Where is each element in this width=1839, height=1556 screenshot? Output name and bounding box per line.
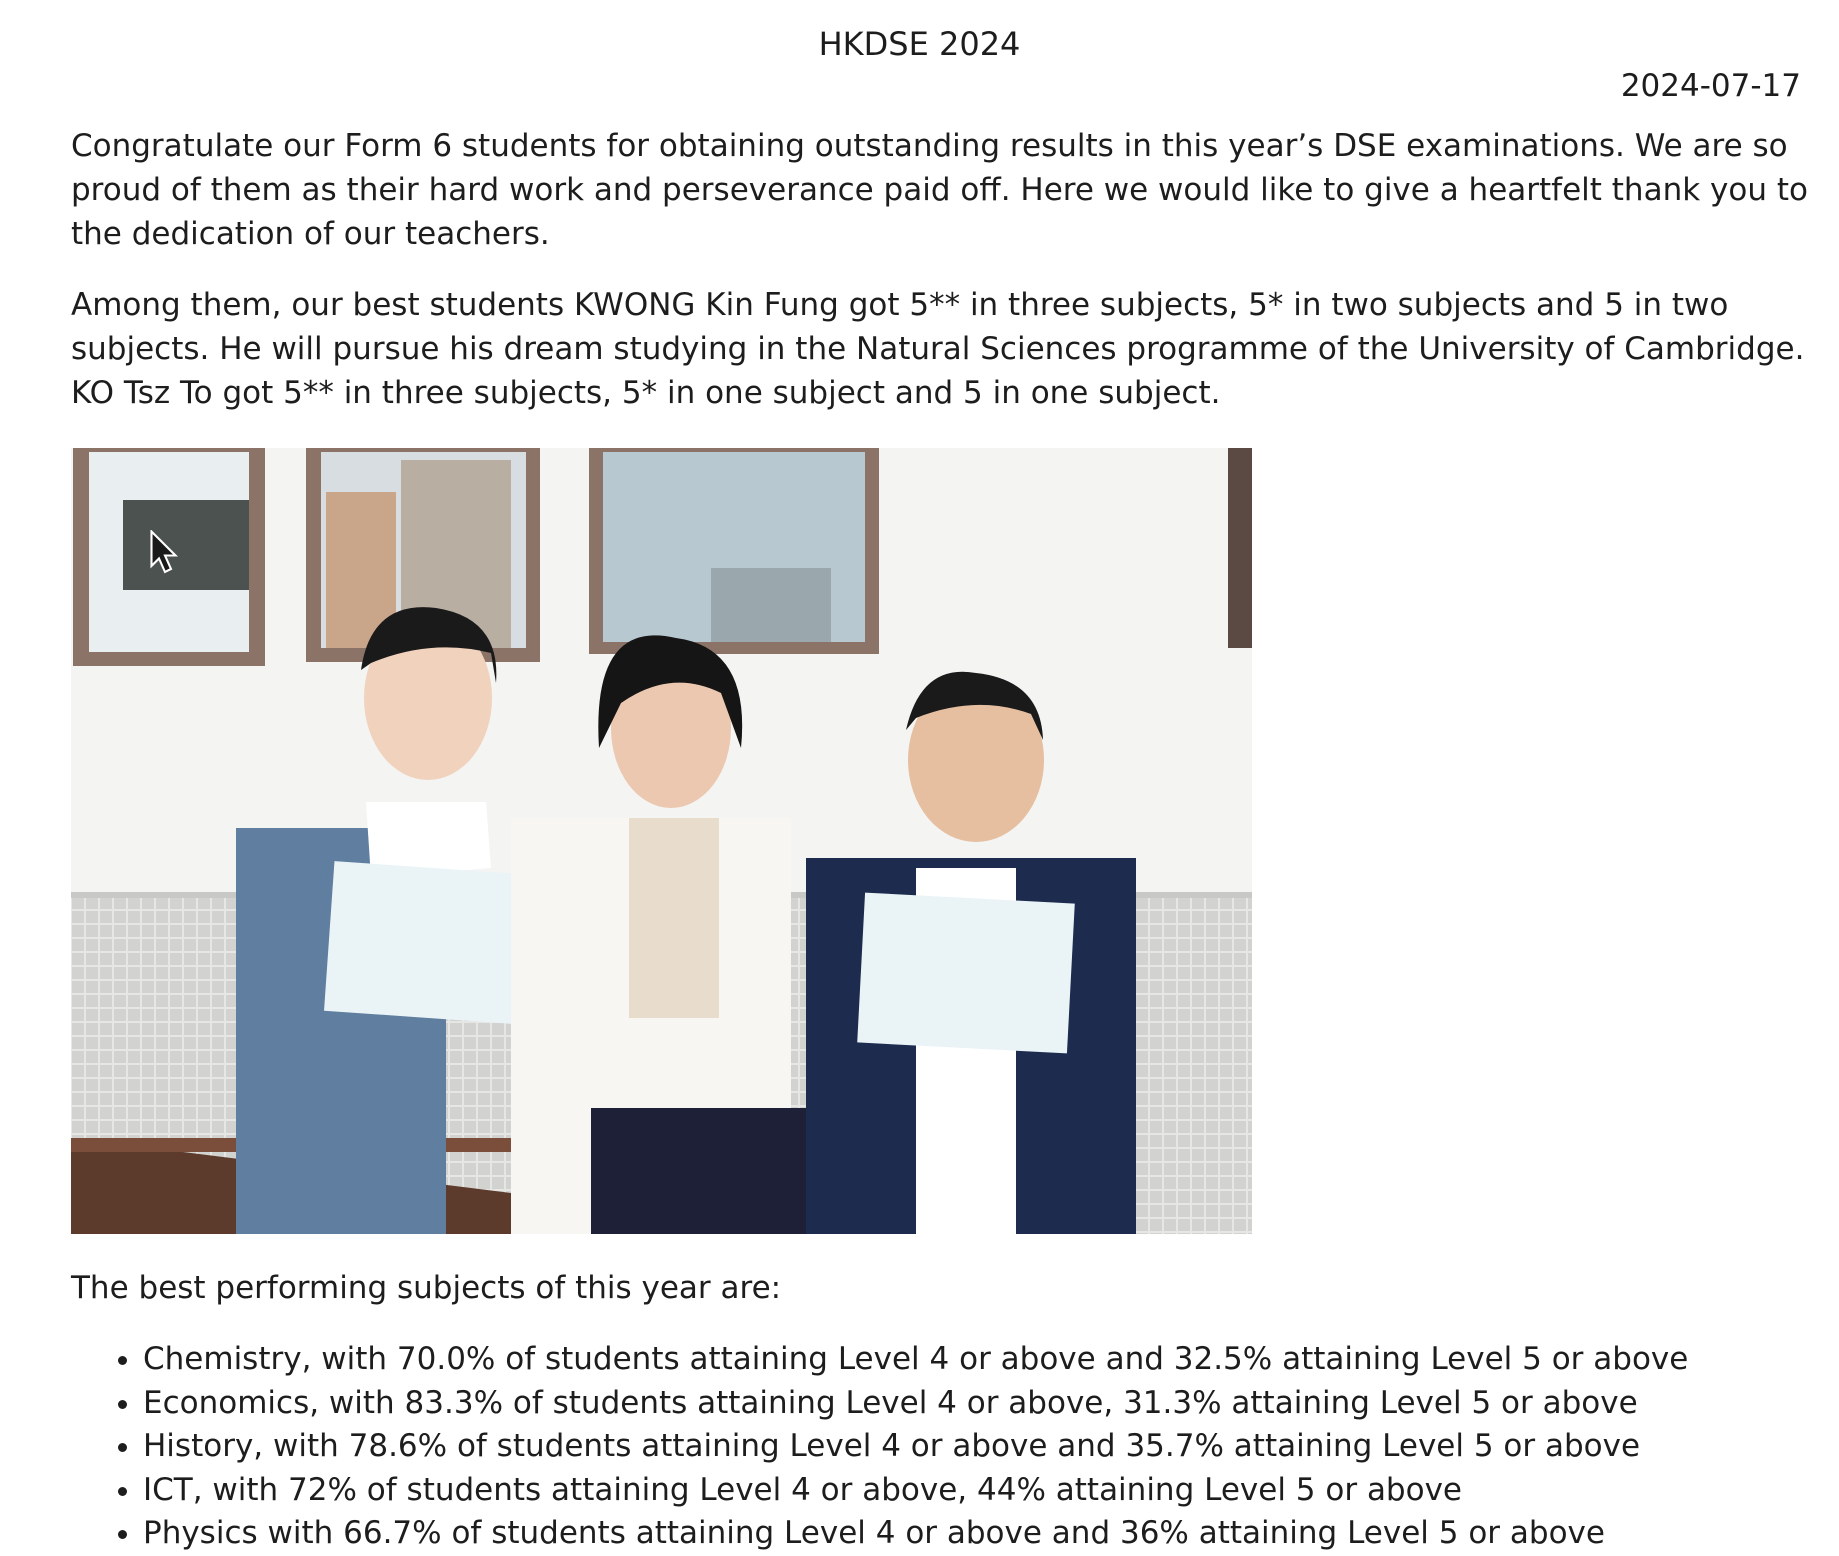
subject-item-history: • History, with 78.6% of students attaining Level 4 or above and 35.7% attaining Level 5 or above xyxy=(143,1425,1811,1469)
mouse-cursor-icon xyxy=(150,530,180,575)
article-title: HKDSE 2024 xyxy=(818,25,1021,63)
students-with-teacher-photo xyxy=(71,448,1252,1234)
subject-item-physics: • Physics with 66.7% of students attaining Level 4 or above and 36% attaining Level 5 or above xyxy=(143,1512,1811,1556)
intro-paragraph: Congratulate our Form 6 students for obtaining outstanding results in this year’s DSE examinations. We are so proud of them as their hard work and perseverance paid off. Here we would like to give a heartfelt thank you to the dedication of our teachers. xyxy=(71,128,1808,252)
subject-item-chemistry: • Chemistry, with 70.0% of students attaining Level 4 or above and 32.5% attaining Level 5 or above xyxy=(143,1338,1811,1382)
subject-item-ict: • ICT, with 72% of students attaining Level 4 or above, 44% attaining Level 5 or above xyxy=(143,1469,1811,1513)
subjects-list xyxy=(71,1338,1811,1556)
subjects-intro: The best performing subjects of this year are: xyxy=(71,1270,782,1306)
subject-item-economics: • Economics, with 83.3% of students attaining Level 4 or above, 31.3% attaining Level 5 or above xyxy=(143,1382,1811,1426)
article-content xyxy=(71,124,1811,1556)
top-students-paragraph: Among them, our best students KWONG Kin Fung got 5** in three subjects, 5* in two subjects and 5 in two subjects. He will pursue his dream studying in the Natural Sciences programme of the University of Cambridge. KO Tsz To got 5** in three subjects, 5* in one subject and 5 in one subject. xyxy=(71,287,1805,411)
article-date: 2024-07-17 xyxy=(1620,68,1801,104)
